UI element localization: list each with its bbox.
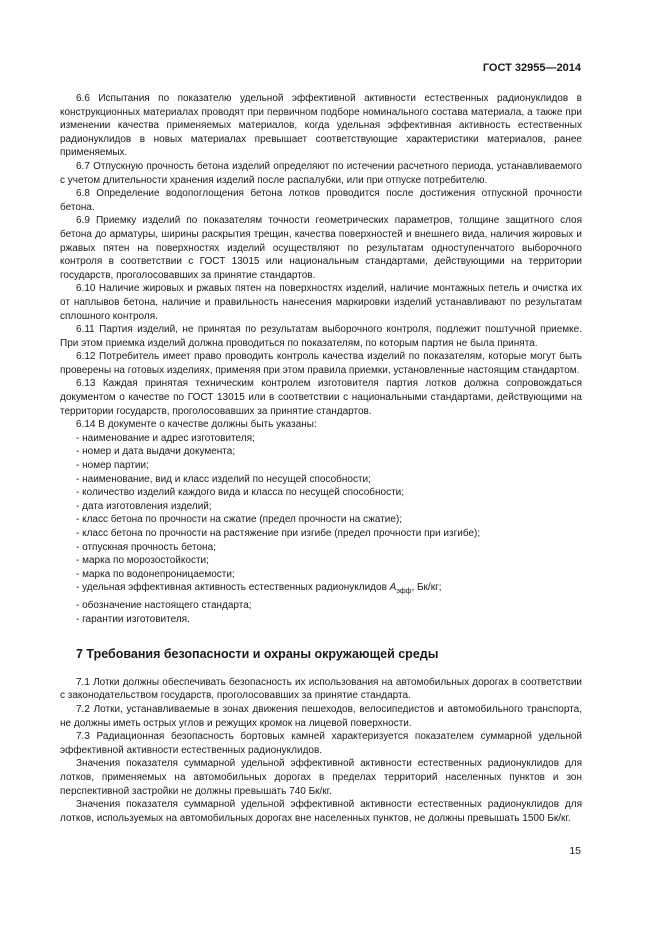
document-body [60, 92, 582, 825]
list-item: - наименование, вид и класс изделий по несущей способности; [76, 473, 371, 485]
list-item: - гарантии изготовителя. [76, 613, 190, 625]
paragraph: 6.6 Испытания по показателю удельной эффективной активности естественных радионуклидов в конструкционных материалах проводят при первичном подборе номинального состава материала, а также при изменении качества применяемых материалов, когда удельная эффективная активность естественных радионуклидов в новых материалах превышает соответствующие характеристики материалов, ранее применяемых. [60, 93, 582, 159]
list-item: - марка по морозостойкости; [76, 555, 209, 567]
list-item: - номер и дата выдачи документа; [76, 446, 236, 458]
paragraph: Значения показателя суммарной удельной эффективной активности естественных радионуклидов для лотков, применяемых на автомобильных дорогах в пределах территорий населенных пунктов и зон перспективной застройки не должны превышать 740 Бк/кг. [60, 758, 582, 797]
list-item: - обозначение настоящего стандарта; [76, 599, 252, 611]
paragraph: 6.14 В документе о качестве должны быть указаны: [76, 419, 317, 431]
activity-symbol: A [389, 582, 397, 594]
list-item: - наименование и адрес изготовителя; [76, 432, 255, 444]
list-item: - номер партии; [76, 460, 149, 472]
paragraphs-after [60, 676, 582, 826]
section-title: 7 Требования безопасности и охраны окружающей среды [76, 647, 439, 662]
paragraph: 6.10 Наличие жировых и ржавых пятен на поверхностях изделий, наличие монтажных петель и очистка их от наплывов бетона, наличие и правильность нанесения маркировки изделий устанавливают по результатам сплошного контроля. [60, 283, 582, 322]
paragraph: 6.7 Отпускную прочность бетона изделий определяют по истечении расчетного периода, устанавливаемого с учетом длительности хранения изделий после распалубки, или при отпуске потребителю. [60, 160, 582, 186]
list-item: - дата изготовления изделий; [76, 500, 212, 512]
list-item: - марка по водонепроницаемости; [76, 568, 235, 580]
activity-subscript: эфф [396, 588, 412, 596]
list-item: - класс бетона по прочности на сжатие (предел прочности на сжатие); [76, 514, 403, 526]
paragraph: 6.13 Каждая принятая техническим контролем изготовителя партия лотков должна сопровождаться документом о качестве по ГОСТ 13015 или в соответствии с национальными стандартами, действующими на территории государств, проголосовавших за принятие стандартов. [60, 378, 582, 417]
activity-suffix: , Бк/кг; [411, 582, 442, 594]
page-number: 15 [569, 845, 581, 857]
activity-prefix: - удельная эффективная активность естественных радионуклидов [76, 582, 390, 594]
paragraphs-before [60, 92, 582, 432]
paragraph: Значения показателя суммарной удельной эффективной активности естественных радионуклидов для лотков, используемых на автомобильных дорогах вне населенных пунктов, не должны превышать 1500 Бк/кг. [60, 799, 582, 824]
paragraph: 7.2 Лотки, устанавливаемые в зонах движения пешеходов, велосипедистов и автомобильного транспорта, не должны иметь острых углов и режущих кромок на лицевой поверхности. [60, 703, 582, 729]
paragraph: 6.9 Приемку изделий по показателям точности геометрических параметров, толщине защитного слоя бетона до арматуры, ширины раскрытия трещин, качества поверхностей и внешнего вида, наличия жировых и ржавых пятен на поверхностях изделий осуществляют по результатам одноступенчатого выборочного контроля в соответствии с ГОСТ 13015 или национальным стандартами, действующими на территории государств, проголосовавших за принятие стандартов. [60, 215, 582, 281]
list-item: - отпускная прочность бетона; [76, 541, 216, 553]
document-header: ГОСТ 32955—2014 [482, 62, 581, 74]
paragraph: 6.8 Определение водопоглощения бетона лотков проводится после достижения отпускной прочности бетона. [60, 188, 582, 213]
list-item-activity [60, 581, 582, 599]
list-item: - количество изделий каждого вида и класса по несущей способности; [76, 487, 405, 499]
quality-document-list [60, 432, 582, 626]
paragraph: 7.1 Лотки должны обеспечивать безопасность их использования на автомобильных дорогах в соответствии с законодательством государств, проголосовавших за принятие стандарта. [60, 676, 582, 702]
list-item: - класс бетона по прочности на растяжение при изгибе (предел прочности при изгибе); [76, 528, 481, 539]
paragraph: 6.11 Партия изделий, не принятая по результатам выборочного контроля, подлежит поштучной приемке. При этом приемка изделий должна проводиться по показателям, по которым партия не была принята. [60, 324, 582, 349]
paragraph: 7.3 Радиационная безопасность бортовых камней характеризуется показателем суммарной удельной эффективной активности естественных радионуклидов. [60, 731, 582, 756]
paragraph: 6.12 Потребитель имеет право проводить контроль качества изделий по показателям, которые могут быть проверены на готовых изделиях, применяя при этом правила приемки, установленные настоящим стандартом. [60, 351, 582, 376]
